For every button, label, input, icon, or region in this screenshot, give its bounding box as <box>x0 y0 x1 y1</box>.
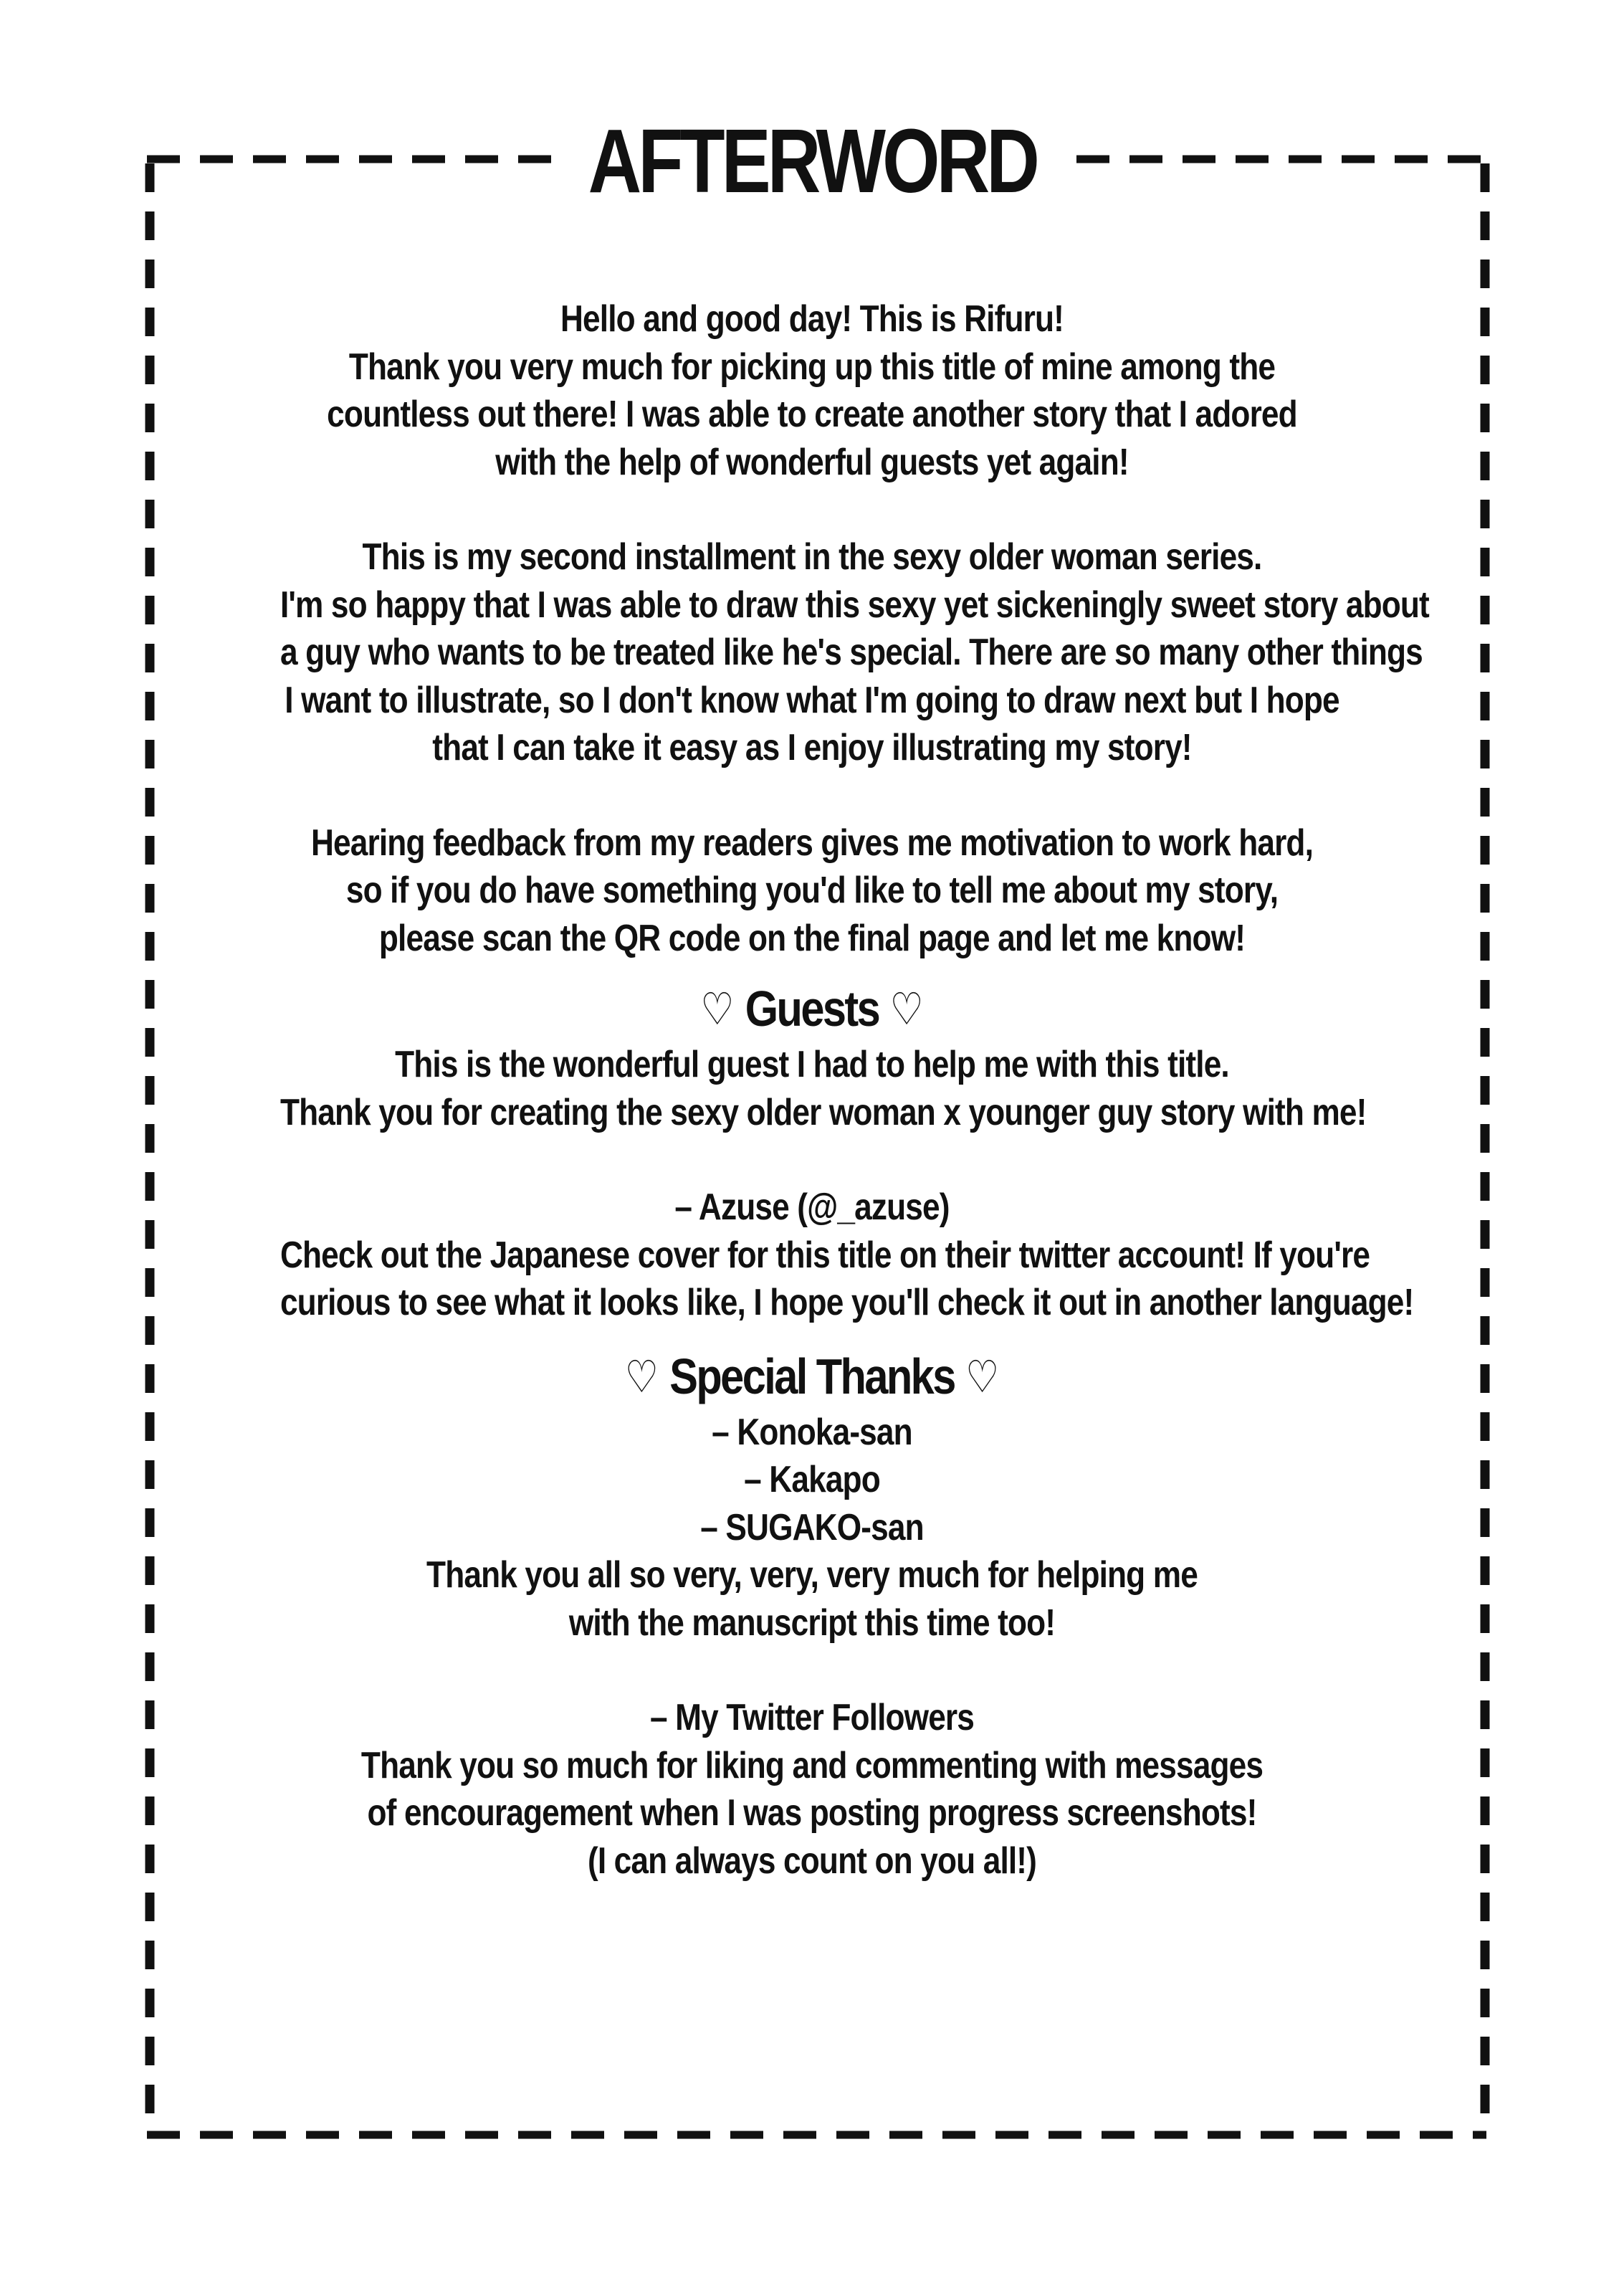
special-thanks-section <box>186 1409 1438 1885</box>
paragraph-gap <box>186 1136 1438 1184</box>
heart-icon: ♡ <box>624 1352 659 1402</box>
guests-section <box>186 1041 1438 1327</box>
feedback-line: so if you do have something you'd like to tell me about my story, <box>345 870 1279 911</box>
followers-line: Thank you so much for liking and commenting with messages <box>360 1744 1264 1786</box>
heart-icon: ♡ <box>700 985 735 1034</box>
page-title: AFTERWORD <box>565 108 1060 215</box>
heart-icon: ♡ <box>889 985 924 1034</box>
special-thanks-heading-text: Special Thanks <box>669 1348 955 1404</box>
intro-line: with the help of wonderful guests yet again! <box>495 441 1129 483</box>
guest-note-line: curious to see what it looks like, I hope you'll check it out in another language! <box>280 1282 1414 1323</box>
intro-line: Hello and good day! This is Rifuru! <box>560 298 1064 340</box>
thanks-name: – Kakapo <box>744 1459 880 1500</box>
feedback-line: Hearing feedback from my readers gives me motivation to work hard, <box>310 822 1314 864</box>
guests-heading-text: Guests <box>745 981 879 1037</box>
guests-heading <box>280 978 1344 1041</box>
paragraph-gap <box>186 1647 1438 1694</box>
followers-line: of encouragement when I was posting progress screenshots! <box>367 1792 1257 1834</box>
series-line: that I can take it easy as I enjoy illustrating my story! <box>432 727 1192 768</box>
series-line: I want to illustrate, so I don't know what I'm going to draw next but I hope <box>285 679 1339 721</box>
feedback-line: please scan the QR code on the final page and let me know! <box>378 917 1246 959</box>
guest-name: – Azuse (@_azuse) <box>674 1186 950 1228</box>
series-paragraph <box>186 533 1438 772</box>
paragraph-gap <box>186 486 1438 533</box>
intro-line: Thank you very much for picking up this title of mine among the <box>348 346 1276 388</box>
thanks-line: Thank you all so very, very, very much for helping me <box>426 1554 1198 1596</box>
followers-line: (I can always count on you all!) <box>587 1840 1037 1882</box>
series-line: I'm so happy that I was able to draw this sexy yet sickeningly sweet story about <box>280 584 1429 626</box>
intro-paragraph <box>186 295 1438 486</box>
series-line: This is my second installment in the sexy older woman series. <box>362 536 1262 578</box>
guest-note-line: Check out the Japanese cover for this title on their twitter account! If you're <box>280 1234 1370 1276</box>
thanks-line: with the manuscript this time too! <box>568 1601 1056 1644</box>
afterword-content <box>186 295 1438 1885</box>
title-wrapper <box>0 108 1624 215</box>
feedback-paragraph <box>186 819 1438 963</box>
thanks-name: – SUGAKO-san <box>700 1506 924 1548</box>
special-thanks-heading <box>280 1346 1344 1409</box>
paragraph-gap <box>186 772 1438 819</box>
intro-line: countless out there! I was able to create another story that I adored <box>327 394 1297 435</box>
thanks-name: – Konoka-san <box>712 1411 912 1453</box>
guests-line: Thank you for creating the sexy older woman x younger guy story with me! <box>280 1091 1367 1133</box>
followers-name: – My Twitter Followers <box>649 1697 975 1738</box>
series-line: a guy who wants to be treated like he's special. There are so many other things <box>280 632 1423 673</box>
guests-line: This is the wonderful guest I had to help me with this title. <box>395 1044 1229 1085</box>
heart-icon: ♡ <box>965 1352 1000 1402</box>
